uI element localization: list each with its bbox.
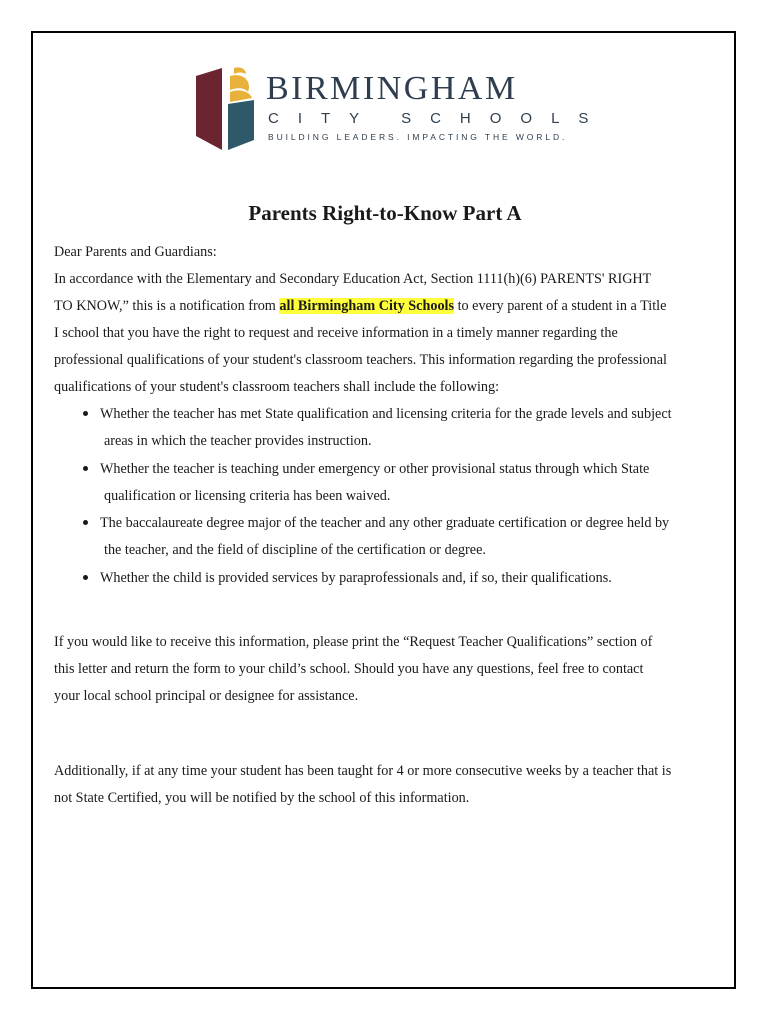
bullet-1-line-1: Whether the teacher has met State qualification and licensing criteria for the grade levels and subject <box>100 406 672 422</box>
logo-tagline: BUILDING LEADERS. IMPACTING THE WORLD. <box>268 132 568 142</box>
intro-line-1: In accordance with the Elementary and Secondary Education Act, Section 1111(h)(6) PARENTS' RIGHT <box>54 271 652 287</box>
intro-line-2 <box>54 296 666 316</box>
request-line-2: this letter and return the form to your child’s school. Should you have any questions, feel free to contact <box>54 661 644 677</box>
bullet-3-line-1: The baccalaureate degree major of the teacher and any other graduate certification or degree held by <box>100 515 670 531</box>
document-title: Parents Right-to-Know Part A <box>248 201 522 225</box>
school-logo <box>196 66 608 150</box>
logo-wordmark: BIRMINGHAM <box>266 70 518 107</box>
intro-line-2-before: TO KNOW,” this is a notification from <box>54 298 280 314</box>
intro-line-3: I school that you have the right to request and receive information in a timely manner regarding the <box>54 325 618 341</box>
additional-line-1: Additionally, if at any time your student has been taught for 4 or more consecutive weeks by a teacher that is <box>54 763 672 779</box>
request-line-1: If you would like to receive this information, please print the “Request Teacher Qualifications” section of <box>54 634 653 650</box>
intro-line-4: professional qualifications of your student's classroom teachers. This information regarding the professional <box>54 352 667 368</box>
bullet-1-line-2: areas in which the teacher provides instruction. <box>104 433 372 449</box>
bullet-icon <box>83 411 88 416</box>
highlighted-district-name: all Birmingham City Schools <box>279 298 455 314</box>
bullet-4-line-1: Whether the child is provided services by paraprofessionals and, if so, their qualifications. <box>100 570 612 586</box>
intro-line-2-after: to every parent of a student in a Title <box>454 298 667 314</box>
bullet-icon <box>83 575 88 580</box>
intro-line-5: qualifications of your student's classroom teachers shall include the following: <box>54 379 500 395</box>
birmingham-shield-icon <box>196 66 254 150</box>
bullet-icon <box>83 520 88 525</box>
bullet-2-line-2: qualification or licensing criteria has been waived. <box>104 488 391 504</box>
page-border <box>31 31 736 989</box>
bullet-icon <box>83 466 88 471</box>
bullet-3-line-2: the teacher, and the field of discipline of the certification or degree. <box>104 542 486 558</box>
logo-subtitle: CITY SCHOOLS <box>268 110 608 127</box>
bullet-2-line-1: Whether the teacher is teaching under emergency or other provisional status through which State <box>100 461 650 477</box>
additional-line-2: not State Certified, you will be notified by the school of this information. <box>54 790 470 806</box>
request-line-3: your local school principal or designee for assistance. <box>54 688 359 704</box>
salutation: Dear Parents and Guardians: <box>54 244 217 260</box>
